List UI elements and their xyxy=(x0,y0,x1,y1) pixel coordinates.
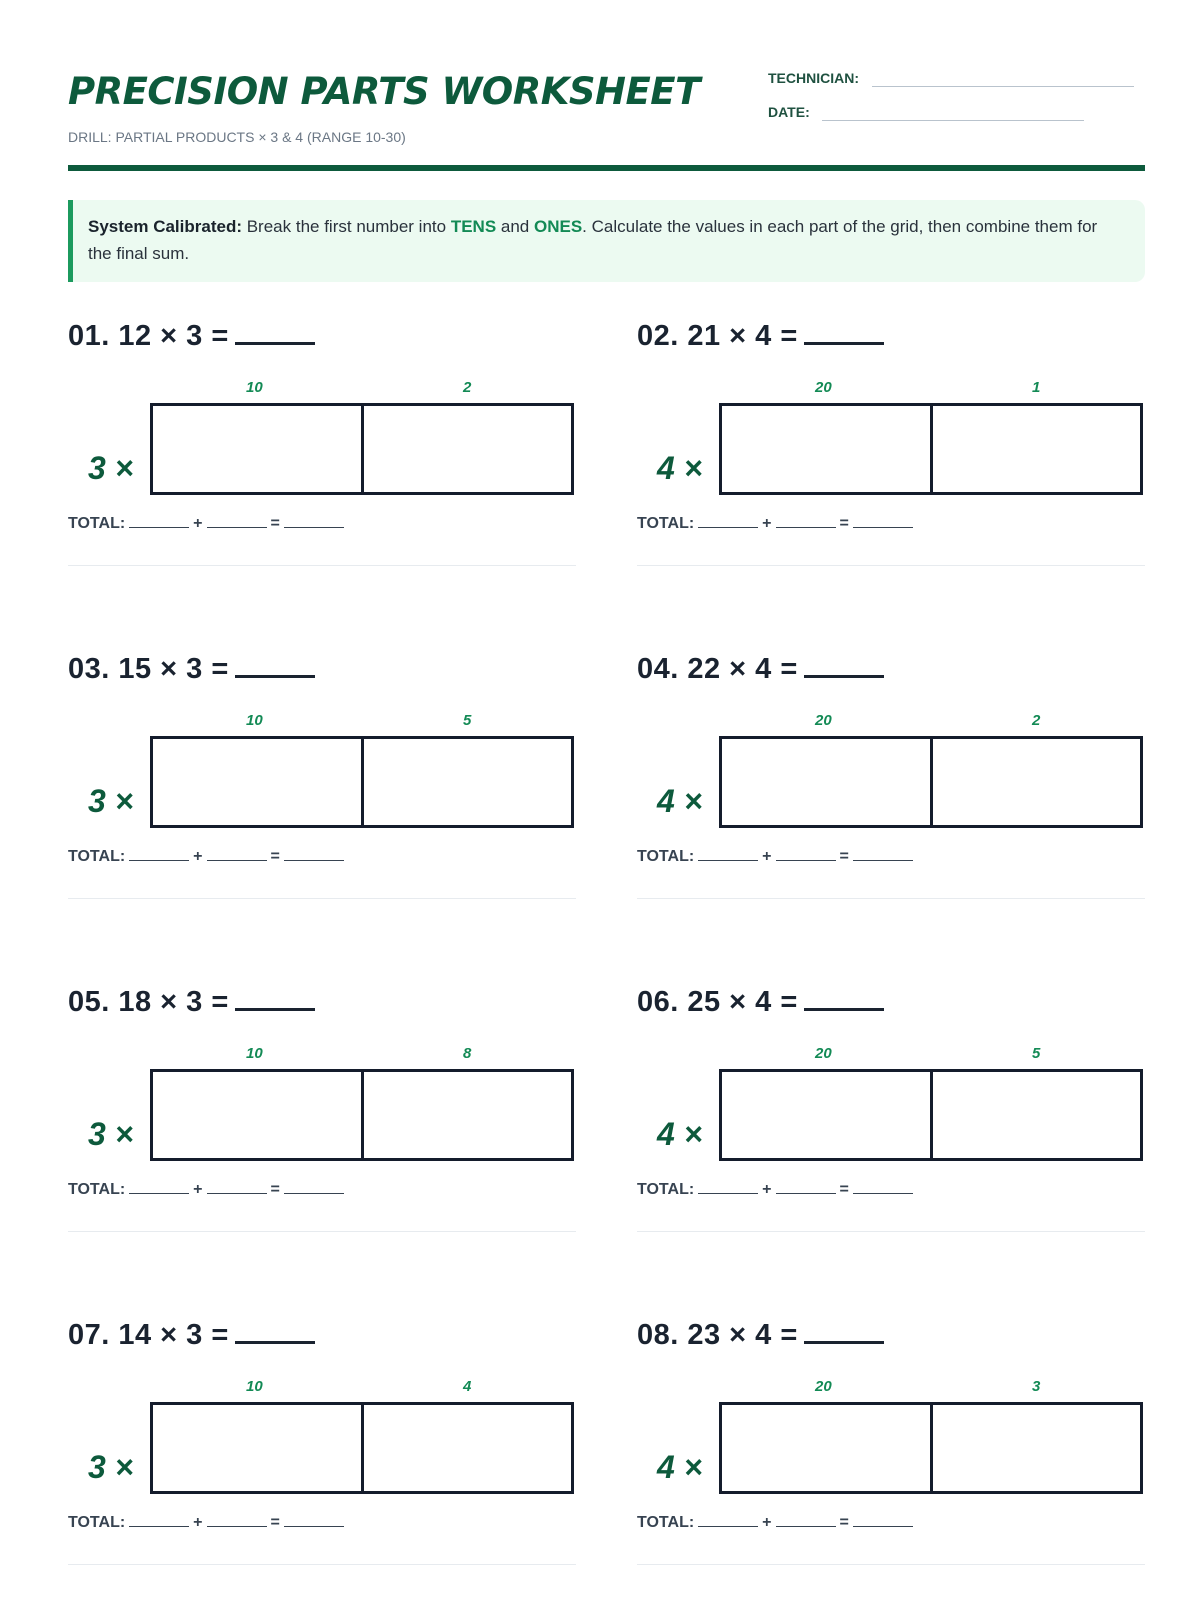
ones-cell[interactable] xyxy=(930,1072,1141,1158)
answer-blank[interactable] xyxy=(804,653,884,678)
partial-blank-2[interactable] xyxy=(776,515,836,528)
problem-equation: 02. 21 × 4 = xyxy=(637,320,798,352)
date-line[interactable] xyxy=(822,120,1084,121)
partial-blank-2[interactable] xyxy=(207,515,267,528)
area-grid xyxy=(719,1402,1143,1494)
sum-blank[interactable] xyxy=(284,848,344,861)
problem-equation: 06. 25 × 4 = xyxy=(637,986,798,1018)
total-line: TOTAL: + = xyxy=(637,1514,917,1532)
total-line: TOTAL: + = xyxy=(68,1181,348,1199)
multiplier-label: 4 × xyxy=(657,450,703,486)
sum-blank[interactable] xyxy=(853,515,913,528)
total-line: TOTAL: + = xyxy=(68,515,348,533)
problem-card xyxy=(637,1319,1145,1581)
problem-equation: 05. 18 × 3 = xyxy=(68,986,229,1018)
sum-blank[interactable] xyxy=(853,848,913,861)
multiplier-label: 3 × xyxy=(88,1116,134,1152)
problem-divider xyxy=(68,898,576,899)
tens-label: 10 xyxy=(246,1045,263,1062)
ones-label: 8 xyxy=(463,1045,472,1062)
sum-blank[interactable] xyxy=(284,515,344,528)
total-label: TOTAL: xyxy=(68,1514,126,1531)
tens-cell[interactable] xyxy=(722,1072,930,1158)
multiplier-label: 3 × xyxy=(88,783,134,819)
problem-divider xyxy=(68,1231,576,1232)
answer-blank[interactable] xyxy=(235,986,315,1011)
tens-label: 20 xyxy=(815,379,832,396)
answer-blank[interactable] xyxy=(235,1319,315,1344)
tens-label: 20 xyxy=(815,1378,832,1395)
worksheet-header xyxy=(68,58,1145,173)
total-label: TOTAL: xyxy=(637,848,695,865)
header-rule xyxy=(68,165,1145,171)
area-grid xyxy=(719,403,1143,495)
drill-subtitle: DRILL: PARTIAL PRODUCTS × 3 & 4 (RANGE 10-30) xyxy=(68,129,406,145)
problem-heading xyxy=(68,320,315,353)
problem-equation: 07. 14 × 3 = xyxy=(68,1319,229,1351)
partial-blank-1[interactable] xyxy=(698,1514,758,1527)
total-line: TOTAL: + = xyxy=(637,848,917,866)
problem-card xyxy=(637,653,1145,915)
worksheet-title: PRECISION PARTS WORKSHEET xyxy=(68,70,700,113)
partial-blank-2[interactable] xyxy=(776,848,836,861)
area-grid xyxy=(719,1069,1143,1161)
ones-cell[interactable] xyxy=(930,739,1141,825)
total-label: TOTAL: xyxy=(68,1181,126,1198)
ones-label: 2 xyxy=(463,379,472,396)
tens-label: 10 xyxy=(246,712,263,729)
multiplier-label: 4 × xyxy=(657,1449,703,1485)
total-label: TOTAL: xyxy=(68,515,126,532)
total-line: TOTAL: + = xyxy=(68,848,348,866)
problem-heading xyxy=(637,653,884,686)
partial-blank-2[interactable] xyxy=(207,848,267,861)
partial-blank-1[interactable] xyxy=(129,1514,189,1527)
problem-divider xyxy=(68,1564,576,1565)
tens-cell[interactable] xyxy=(153,1405,361,1491)
problem-equation: 04. 22 × 4 = xyxy=(637,653,798,685)
total-line: TOTAL: + = xyxy=(637,1181,917,1199)
tens-cell[interactable] xyxy=(153,406,361,492)
tens-label: 10 xyxy=(246,1378,263,1395)
problem-equation: 01. 12 × 3 = xyxy=(68,320,229,352)
ones-cell[interactable] xyxy=(361,406,572,492)
answer-blank[interactable] xyxy=(804,1319,884,1344)
partial-blank-2[interactable] xyxy=(776,1181,836,1194)
partial-blank-1[interactable] xyxy=(129,848,189,861)
callout-text-2: and xyxy=(496,217,534,236)
callout-keyword-ones: ONES xyxy=(533,217,583,236)
area-grid xyxy=(150,403,574,495)
total-line: TOTAL: + = xyxy=(637,515,917,533)
ones-label: 1 xyxy=(1032,379,1041,396)
tens-cell[interactable] xyxy=(722,739,930,825)
tens-label: 10 xyxy=(246,379,263,396)
problem-card xyxy=(637,986,1145,1248)
answer-blank[interactable] xyxy=(804,986,884,1011)
problem-card xyxy=(637,320,1145,582)
ones-cell[interactable] xyxy=(930,1405,1141,1491)
callout-text-3: . Calculate the values in each part of the grid, then combine them for the final sum. xyxy=(88,217,1098,263)
problem-divider xyxy=(68,565,576,566)
problem-divider xyxy=(637,898,1145,899)
ones-label: 5 xyxy=(1032,1045,1041,1062)
callout-lead: System Calibrated: xyxy=(88,217,242,236)
instructions-callout xyxy=(68,200,1145,282)
problem-heading xyxy=(68,986,315,1019)
area-grid xyxy=(150,1069,574,1161)
sum-blank[interactable] xyxy=(853,1181,913,1194)
multiplier-label: 4 × xyxy=(657,1116,703,1152)
ones-cell[interactable] xyxy=(930,406,1141,492)
ones-label: 4 xyxy=(463,1378,472,1395)
date-field[interactable] xyxy=(768,104,810,120)
problem-card xyxy=(68,986,576,1248)
tens-cell[interactable] xyxy=(153,1072,361,1158)
partial-blank-1[interactable] xyxy=(129,515,189,528)
partial-blank-1[interactable] xyxy=(129,1181,189,1194)
sum-blank[interactable] xyxy=(284,1181,344,1194)
technician-label: TECHNICIAN: xyxy=(768,70,859,86)
area-grid xyxy=(150,1402,574,1494)
partial-blank-1[interactable] xyxy=(698,515,758,528)
problem-divider xyxy=(637,1564,1145,1565)
problem-heading xyxy=(68,1319,315,1352)
ones-cell[interactable] xyxy=(361,1405,572,1491)
partial-blank-1[interactable] xyxy=(698,848,758,861)
multiplier-label: 3 × xyxy=(88,1449,134,1485)
ones-label: 2 xyxy=(1032,712,1041,729)
answer-blank[interactable] xyxy=(235,653,315,678)
tens-label: 20 xyxy=(815,1045,832,1062)
problem-heading xyxy=(637,986,884,1019)
problem-card xyxy=(68,1319,576,1581)
problem-heading xyxy=(68,653,315,686)
problem-heading xyxy=(637,320,884,353)
problem-divider xyxy=(637,1231,1145,1232)
problem-heading xyxy=(637,1319,884,1352)
ones-label: 3 xyxy=(1032,1378,1041,1395)
problem-card xyxy=(68,653,576,915)
problem-card xyxy=(68,320,576,582)
technician-line[interactable] xyxy=(872,86,1134,87)
area-grid xyxy=(719,736,1143,828)
partial-blank-2[interactable] xyxy=(207,1181,267,1194)
tens-label: 20 xyxy=(815,712,832,729)
callout-keyword-tens: TENS xyxy=(450,217,497,236)
technician-field[interactable] xyxy=(768,70,859,86)
date-label: DATE: xyxy=(768,104,810,120)
partial-blank-2[interactable] xyxy=(207,1514,267,1527)
area-grid xyxy=(150,736,574,828)
total-line: TOTAL: + = xyxy=(68,1514,348,1532)
tens-cell[interactable] xyxy=(153,739,361,825)
ones-label: 5 xyxy=(463,712,472,729)
partial-blank-2[interactable] xyxy=(776,1514,836,1527)
total-label: TOTAL: xyxy=(637,1514,695,1531)
ones-cell[interactable] xyxy=(361,1072,572,1158)
problem-divider xyxy=(637,565,1145,566)
problem-equation: 03. 15 × 3 = xyxy=(68,653,229,685)
tens-cell[interactable] xyxy=(722,1405,930,1491)
tens-cell[interactable] xyxy=(722,406,930,492)
callout-text-1: Break the first number into xyxy=(242,217,451,236)
partial-blank-1[interactable] xyxy=(698,1181,758,1194)
ones-cell[interactable] xyxy=(361,739,572,825)
multiplier-label: 4 × xyxy=(657,783,703,819)
multiplier-label: 3 × xyxy=(88,450,134,486)
problem-equation: 08. 23 × 4 = xyxy=(637,1319,798,1351)
sum-blank[interactable] xyxy=(853,1514,913,1527)
answer-blank[interactable] xyxy=(235,320,315,345)
total-label: TOTAL: xyxy=(637,1181,695,1198)
total-label: TOTAL: xyxy=(68,848,126,865)
answer-blank[interactable] xyxy=(804,320,884,345)
sum-blank[interactable] xyxy=(284,1514,344,1527)
total-label: TOTAL: xyxy=(637,515,695,532)
